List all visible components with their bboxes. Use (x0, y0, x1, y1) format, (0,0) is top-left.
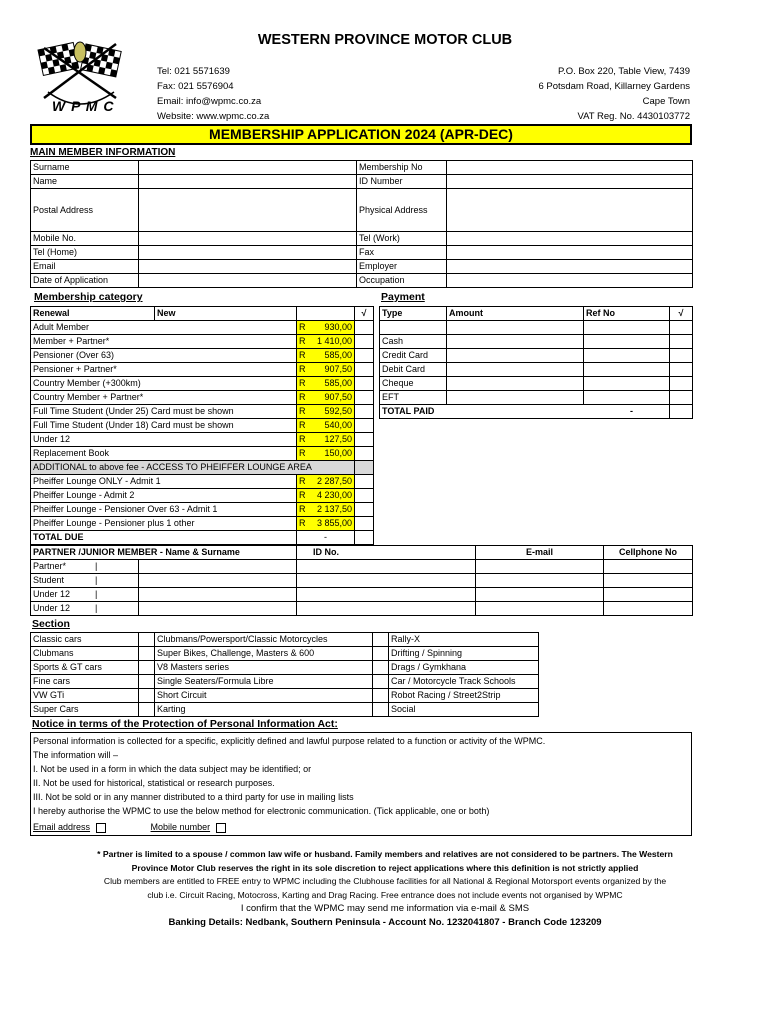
type-header: Type (380, 307, 447, 321)
section-option-label: Clubmans/Powersport/Classic Motorcycles (155, 633, 373, 647)
payment-ref-field[interactable] (584, 335, 670, 349)
fax-label: Fax (357, 246, 447, 260)
section-tick-cell[interactable] (373, 703, 389, 717)
membership-tick-cell[interactable] (355, 447, 374, 461)
membership-amount (297, 321, 355, 335)
payment-row (380, 349, 693, 363)
tel-work-label: Tel (Work) (357, 232, 447, 246)
entry-note-1: Club members are entitled to FREE entry to WPMC including the Clubhouse facilities for all National & Regional Motorsport events organized by the (103, 876, 667, 886)
membership-label: Full Time Student (Under 18) Card must be shown (31, 419, 297, 433)
membership-amount (297, 447, 355, 461)
membership-row (31, 433, 374, 447)
amount-value: 592,50 (324, 406, 352, 416)
membership-row (31, 391, 374, 405)
currency-symbol: R (299, 518, 306, 528)
partner-type-label (31, 560, 139, 574)
notice-line-6: I hereby authorise the WPMC to use the below method for electronic communication. (Tick applicable, one or both) (33, 806, 490, 816)
lounge-row (31, 517, 374, 531)
membership-label: Pensioner + Partner* (31, 363, 297, 377)
payment-ref-field[interactable] (584, 377, 670, 391)
partner-cell-field[interactable] (604, 602, 693, 616)
partner-name-header: PARTNER /JUNIOR MEMBER - Name & Surname (31, 546, 297, 560)
membership-row (31, 321, 374, 335)
section-option-label: Short Circuit (155, 689, 373, 703)
partner-type-sep: | (95, 561, 98, 571)
partner-name-field[interactable] (139, 602, 297, 616)
amount-value: 1 410,00 (316, 336, 352, 346)
employer-label: Employer (357, 260, 447, 274)
lounge-label: Pheiffer Lounge ONLY - Admit 1 (31, 475, 297, 489)
total-paid-label: TOTAL PAID - (380, 405, 670, 419)
employer-field[interactable] (447, 260, 693, 274)
section-option-label: Fine cars (31, 675, 139, 689)
currency-symbol: R (299, 448, 306, 458)
lounge-label: Pheiffer Lounge - Admit 2 (31, 489, 297, 503)
partner-name-field[interactable] (139, 574, 297, 588)
mobile-label: Mobile No. (31, 232, 139, 246)
mobile-option-label: Mobile number (150, 822, 211, 832)
partner-type-text: Under 12 (33, 589, 71, 599)
amount-value: 585,00 (324, 378, 352, 388)
section-option-label: Social (389, 703, 539, 717)
partner-email-header: E-mail (476, 546, 604, 560)
partner-email-field[interactable] (476, 588, 604, 602)
section-option-label: Robot Racing / Street2Strip (389, 689, 539, 703)
partner-row (31, 574, 693, 588)
section-option-label: Drifting / Spinning (389, 647, 539, 661)
payment-type-label: Cheque (380, 377, 447, 391)
payment-tick-cell[interactable] (670, 377, 693, 391)
membership-amount (297, 391, 355, 405)
payment-ref-field[interactable] (584, 391, 670, 405)
membership-amount (297, 363, 355, 377)
main-member-heading: MAIN MEMBER INFORMATION (30, 147, 176, 158)
amount-header: Amount (447, 307, 584, 321)
email-option-label: Email address (33, 822, 91, 832)
name-label: Name (31, 175, 139, 189)
membership-amount (297, 419, 355, 433)
notice-line-1: Personal information is collected for a specific, explicitly defined and lawful purpose related to a function or activity of the WPMC. (33, 736, 546, 746)
partner-note-1: * Partner is limited to a spouse / common law wife or husband. Family members and relatives are not considered to be partners. The Western (97, 849, 673, 859)
payment-type-label: Cash (380, 335, 447, 349)
payment-row (380, 335, 693, 349)
currency-symbol: R (299, 476, 306, 486)
partner-type-sep: | (95, 603, 98, 613)
section-row (31, 647, 693, 661)
membership-label: Under 12 (31, 433, 297, 447)
partner-email-field[interactable] (476, 560, 604, 574)
currency-symbol: R (299, 364, 306, 374)
partner-id-field[interactable] (297, 588, 476, 602)
section-tick-cell[interactable] (373, 661, 389, 675)
amount-value: 907,50 (324, 392, 352, 402)
partner-email-field[interactable] (476, 602, 604, 616)
section-option-label: Drags / Gymkhana (389, 661, 539, 675)
email: Email: info@wpmc.co.za (157, 96, 262, 107)
lounge-amount (297, 475, 355, 489)
payment-tick-cell[interactable] (670, 391, 693, 405)
city: Cape Town (642, 96, 690, 107)
partner-name-field[interactable] (139, 560, 297, 574)
partner-table (30, 545, 693, 616)
section-tick-cell[interactable] (539, 703, 693, 717)
section-option-label: Sports & GT cars (31, 661, 139, 675)
contact-right (538, 64, 690, 124)
section-option-label: Karting (155, 703, 373, 717)
payment-ref-field[interactable] (584, 349, 670, 363)
partner-email-field[interactable] (476, 574, 604, 588)
section-option-label: V8 Masters series (155, 661, 373, 675)
currency-symbol: R (299, 420, 306, 430)
partner-type-label (31, 574, 139, 588)
partner-cell-header: Cellphone No (604, 546, 693, 560)
partner-row (31, 588, 693, 602)
partner-type-label (31, 588, 139, 602)
membership-row (31, 377, 374, 391)
currency-symbol: R (299, 434, 306, 444)
section-tick-cell[interactable] (139, 661, 155, 675)
renewal-header: Renewal (31, 307, 155, 321)
payment-table (379, 306, 693, 419)
vat-number: VAT Reg. No. 4430103772 (577, 111, 690, 122)
membership-row (31, 447, 374, 461)
payment-row (380, 377, 693, 391)
amount-value: 585,00 (324, 350, 352, 360)
membership-label: Full Time Student (Under 25) Card must be shown (31, 405, 297, 419)
postal-address-field[interactable] (139, 189, 357, 232)
payment-row (380, 363, 693, 377)
section-option-label: Car / Motorcycle Track Schools (389, 675, 539, 689)
lounge-row (31, 489, 374, 503)
section-option-label: Single Seaters/Formula Libre (155, 675, 373, 689)
membership-category-heading: Membership category (34, 291, 143, 303)
membership-row (31, 349, 374, 363)
section-row (31, 675, 693, 689)
partner-id-field[interactable] (297, 574, 476, 588)
footer (0, 848, 770, 929)
amount-value: 3 855,00 (316, 518, 352, 528)
membership-tick-cell[interactable] (355, 321, 374, 335)
section-tick-cell[interactable] (539, 633, 693, 647)
amount-value: 127,50 (324, 434, 352, 444)
membership-row (31, 363, 374, 377)
membership-label: Pensioner (Over 63) (31, 349, 297, 363)
membership-amount (297, 433, 355, 447)
section-option-label: Super Bikes, Challenge, Masters & 600 (155, 647, 373, 661)
total-due-value: - (297, 531, 355, 545)
occupation-field[interactable] (447, 274, 693, 288)
contact-left (157, 64, 269, 124)
membership-amount (297, 405, 355, 419)
currency-symbol: R (299, 350, 306, 360)
currency-symbol: R (299, 504, 306, 514)
partner-row (31, 602, 693, 616)
surname-label: Surname (31, 161, 139, 175)
payment-heading: Payment (381, 291, 425, 303)
membership-amount (297, 335, 355, 349)
tel: Tel: 021 5571639 (157, 66, 230, 77)
club-name: WESTERN PROVINCE MOTOR CLUB (257, 32, 513, 48)
payment-type-label: EFT (380, 391, 447, 405)
membership-tick-cell[interactable] (355, 349, 374, 363)
section-row (31, 661, 693, 675)
notice-line-3: I. Not be used in a form in which the data subject may be identified; or (33, 764, 312, 774)
section-option-label: Rally-X (389, 633, 539, 647)
amount-value: 150,00 (324, 448, 352, 458)
section-tick-cell[interactable] (139, 689, 155, 703)
total-due-label: TOTAL DUE (31, 531, 297, 545)
membership-tick-cell[interactable] (355, 433, 374, 447)
partner-id-field[interactable] (297, 560, 476, 574)
section-option-label: VW GTi (31, 689, 139, 703)
date-field[interactable] (139, 274, 357, 288)
section-tick-cell[interactable] (139, 703, 155, 717)
partner-note-2: Province Motor Club reserves the right in its sole discretion to reject applications where this definition is not strictly applied (131, 862, 639, 873)
payment-amount-field[interactable] (447, 335, 584, 349)
lounge-label: Pheiffer Lounge - Pensioner Over 63 - Admit 1 (31, 503, 297, 517)
lounge-tick-cell[interactable] (355, 517, 374, 531)
email-field[interactable] (139, 260, 357, 274)
section-heading: Section (32, 618, 70, 630)
payment-tick-cell[interactable] (670, 349, 693, 363)
section-option-label: Super Cars (31, 703, 139, 717)
membership-amount (297, 349, 355, 363)
section-table (30, 632, 693, 717)
surname-field[interactable] (139, 161, 357, 175)
entry-note-2: club i.e. Circuit Racing, Motocross, Karting and Drag Racing. Free entrance does not include events not organised by WPMC (147, 889, 623, 900)
partner-type-sep: | (95, 589, 98, 599)
lounge-row (31, 475, 374, 489)
partner-cell-field[interactable] (604, 574, 693, 588)
comm-options (33, 820, 689, 834)
membership-amount (297, 377, 355, 391)
id-number-field[interactable] (447, 175, 693, 189)
lounge-amount (297, 503, 355, 517)
membership-row (31, 419, 374, 433)
amount-value: 2 137,50 (316, 504, 352, 514)
section-option-label: Classic cars (31, 633, 139, 647)
section-option-label: Clubmans (31, 647, 139, 661)
confirm-note: I confirm that the WPMC may send me information via e-mail & SMS (240, 903, 530, 914)
payment-tick-cell[interactable] (670, 363, 693, 377)
membership-label: Adult Member (31, 321, 297, 335)
section-tick-cell[interactable] (539, 675, 693, 689)
lounge-tick-cell[interactable] (355, 503, 374, 517)
mobile-field[interactable] (139, 232, 357, 246)
section-tick-cell[interactable] (139, 675, 155, 689)
payment-row (380, 391, 693, 405)
physical-address-field[interactable] (447, 189, 693, 232)
notice-heading: Notice in terms of the Protection of Personal Information Act: (32, 718, 338, 730)
total-paid-value: - (630, 406, 633, 416)
membership-tick-cell[interactable] (355, 419, 374, 433)
payment-type-label: Credit Card (380, 349, 447, 363)
currency-symbol: R (299, 336, 306, 346)
currency-symbol: R (299, 490, 306, 500)
email-label: Email (31, 260, 139, 274)
membership-label: Replacement Book (31, 447, 297, 461)
tick-header: √ (355, 307, 374, 321)
section-row (31, 633, 693, 647)
partner-type-text: Under 12 (33, 603, 71, 613)
amount-value: 540,00 (324, 420, 352, 430)
currency-symbol: R (299, 322, 306, 332)
fax-field[interactable] (447, 246, 693, 260)
lounge-amount (297, 517, 355, 531)
membership-no-label: Membership No (357, 161, 447, 175)
notice-box (30, 732, 692, 836)
lounge-tick-cell[interactable] (355, 489, 374, 503)
form-title: MEMBERSHIP APPLICATION 2024 (APR-DEC) (30, 124, 692, 145)
partner-type-sep: | (95, 575, 98, 585)
partner-type-text: Student (33, 575, 65, 585)
amount-value: 2 287,50 (316, 476, 352, 486)
notice-line-5: III. Not be sold or in any manner distributed to a third party for use in mailing lists (33, 792, 354, 802)
website: Website: www.wpmc.co.za (157, 111, 270, 122)
address: 6 Potsdam Road, Killarney Gardens (538, 81, 690, 92)
membership-label: Country Member (+300km) (31, 377, 297, 391)
occupation-label: Occupation (357, 274, 447, 288)
section-tick-cell[interactable] (539, 661, 693, 675)
membership-label: Member + Partner* (31, 335, 297, 349)
additional-heading: ADDITIONAL to above fee - ACCESS TO PHEIFFER LOUNGE AREA (31, 461, 355, 475)
amount-value: 4 230,00 (316, 490, 352, 500)
lounge-label: Pheiffer Lounge - Pensioner plus 1 other (31, 517, 297, 531)
lounge-row (31, 503, 374, 517)
membership-label: Country Member + Partner* (31, 391, 297, 405)
date-label: Date of Application (31, 274, 139, 288)
name-field[interactable] (139, 175, 357, 189)
membership-no-field[interactable] (447, 161, 693, 175)
membership-row (31, 335, 374, 349)
id-number-label: ID Number (357, 175, 447, 189)
partner-name-field[interactable] (139, 588, 297, 602)
membership-tick-cell[interactable] (355, 363, 374, 377)
currency-symbol: R (299, 406, 306, 416)
po-box: P.O. Box 220, Table View, 7439 (557, 66, 690, 77)
payment-amount-field[interactable] (447, 349, 584, 363)
membership-row (31, 405, 374, 419)
notice-line-4: II. Not be used for historical, statistical or research purposes. (33, 778, 275, 788)
section-row (31, 689, 693, 703)
section-tick-cell[interactable] (373, 633, 389, 647)
new-header: New (155, 307, 297, 321)
section-tick-cell[interactable] (539, 647, 693, 661)
currency-symbol: R (299, 392, 306, 402)
membership-table (30, 306, 374, 545)
section-tick-cell[interactable] (373, 647, 389, 661)
logo-text: W P M C (52, 98, 115, 114)
fax: Fax: 021 5576904 (157, 81, 234, 92)
membership-tick-cell[interactable] (355, 405, 374, 419)
section-row (31, 703, 693, 717)
section-tick-cell[interactable] (139, 647, 155, 661)
amount-value: 930,00 (324, 322, 352, 332)
ref-header: Ref No (584, 307, 670, 321)
payment-ref-field[interactable] (584, 363, 670, 377)
membership-tick-cell[interactable] (355, 335, 374, 349)
lounge-amount (297, 489, 355, 503)
partner-id-header: ID No. (297, 546, 476, 560)
amount-value: 907,50 (324, 364, 352, 374)
section-tick-cell[interactable] (373, 689, 389, 703)
email-option-checkbox[interactable] (96, 823, 106, 833)
tel-home-label: Tel (Home) (31, 246, 139, 260)
section-tick-cell[interactable] (539, 689, 693, 703)
tel-home-field[interactable] (139, 246, 357, 260)
payment-tick-header: √ (670, 307, 693, 321)
mobile-option-checkbox[interactable] (216, 823, 226, 833)
membership-tick-cell[interactable] (355, 391, 374, 405)
partner-cell-field[interactable] (604, 588, 693, 602)
tel-work-field[interactable] (447, 232, 693, 246)
partner-type-label (31, 602, 139, 616)
section-tick-cell[interactable] (139, 633, 155, 647)
partner-type-text: Partner* (33, 561, 67, 571)
payment-amount-field[interactable] (447, 363, 584, 377)
membership-tick-cell[interactable] (355, 377, 374, 391)
currency-symbol: R (299, 378, 306, 388)
partner-id-field[interactable] (297, 602, 476, 616)
banking-details: Banking Details: Nedbank, Southern Peninsula - Account No. 1232041807 - Branch Code 123209 (168, 916, 602, 928)
section-tick-cell[interactable] (373, 675, 389, 689)
main-member-table (30, 160, 693, 288)
payment-tick-cell[interactable] (670, 335, 693, 349)
lounge-tick-cell[interactable] (355, 475, 374, 489)
payment-type-label: Debit Card (380, 363, 447, 377)
postal-address-label: Postal Address (31, 189, 139, 232)
payment-amount-field[interactable] (447, 377, 584, 391)
payment-amount-field[interactable] (447, 391, 584, 405)
partner-cell-field[interactable] (604, 560, 693, 574)
physical-address-label: Physical Address (357, 189, 447, 232)
partner-row (31, 560, 693, 574)
notice-line-2: The information will – (33, 750, 119, 760)
